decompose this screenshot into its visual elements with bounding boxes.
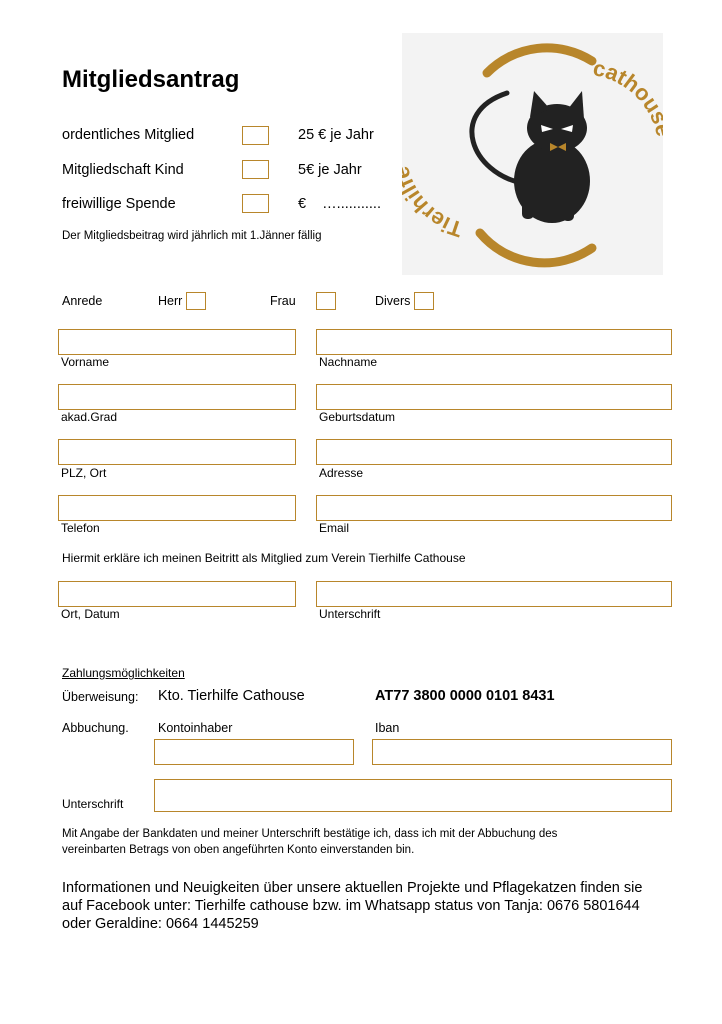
transfer-label: Überweisung:: [62, 690, 139, 704]
account-holder-field[interactable]: [154, 739, 354, 765]
iban-label: Iban: [375, 721, 400, 735]
membership-label-donation: freiwillige Spende: [62, 196, 176, 212]
info-text-line3: oder Geraldine: 0664 1445259: [62, 916, 259, 932]
checkbox-divers[interactable]: [414, 292, 434, 310]
geburtsdatum-label: Geburtsdatum: [319, 410, 396, 424]
consent-text-line1: Mit Angabe der Bankdaten und meiner Unterschrift bestätige ich, dass ich mit der Abbuchung des: [62, 828, 558, 840]
payment-signature-label: Unterschrift: [62, 797, 124, 811]
membership-price-donation: € …...........: [298, 196, 381, 212]
telefon-label: Telefon: [61, 521, 100, 535]
due-note: Der Mitgliedsbeitrag wird jährlich mit 1.Jänner fällig: [62, 230, 322, 242]
email-label: Email: [319, 521, 350, 535]
membership-label-child: Mitgliedschaft Kind: [62, 162, 184, 178]
membership-label-regular: ordentliches Mitglied: [62, 127, 195, 143]
checkbox-child-member[interactable]: [242, 160, 269, 179]
payment-heading: Zahlungsmöglichkeiten: [62, 666, 185, 680]
checkbox-frau[interactable]: [316, 292, 336, 310]
ort-datum-label: Ort, Datum: [61, 607, 120, 621]
svg-text:cathouse: catho: [590, 55, 657, 107]
salutation-divers-label: Divers: [375, 294, 411, 308]
checkbox-herr[interactable]: [186, 292, 206, 310]
nachname-field[interactable]: [316, 329, 672, 355]
cat-logo-icon: [402, 33, 663, 275]
checkbox-donation[interactable]: [242, 194, 269, 213]
membership-price-child: 5€ je Jahr: [298, 162, 362, 178]
vorname-field[interactable]: [58, 329, 296, 355]
payment-signature-field[interactable]: [154, 779, 672, 812]
adresse-field[interactable]: [316, 439, 672, 465]
iban-field[interactable]: [372, 739, 672, 765]
ort-datum-field[interactable]: [58, 581, 296, 607]
info-text-line2: auf Facebook unter: Tierhilfe cathouse bzw. im Whatsapp status von Tanja: 0676 5801644: [62, 898, 640, 914]
telefon-field[interactable]: [58, 495, 296, 521]
transfer-account: Kto. Tierhilfe Cathouse: [158, 688, 305, 704]
debit-label: Abbuchung.: [62, 721, 129, 735]
declaration-text: Hiermit erkläre ich meinen Beitritt als Mitglied zum Verein Tierhilfe Cathouse: [62, 551, 466, 565]
salutation-herr-label: Herr: [158, 294, 183, 308]
svg-text:Tierhilfe: Tierhi: [402, 185, 466, 243]
page-title: Mitgliedsantrag: [62, 66, 240, 93]
akad-grad-label: akad.Grad: [61, 410, 118, 424]
signature-label: Unterschrift: [319, 607, 381, 621]
consent-text-line2: vereinbarten Betrags von oben angeführten Konto einverstanden bin.: [62, 844, 415, 856]
info-text-line1: Informationen und Neuigkeiten über unsere aktuellen Projekte und Pflagekatzen finden sie: [62, 880, 643, 896]
salutation-label: Anrede: [62, 294, 103, 308]
signature-field[interactable]: [316, 581, 672, 607]
vorname-label: Vorname: [61, 355, 110, 369]
checkbox-regular-member[interactable]: [242, 126, 269, 145]
adresse-label: Adresse: [319, 466, 364, 480]
plz-ort-field[interactable]: [58, 439, 296, 465]
membership-price-regular: 25 € je Jahr: [298, 127, 374, 143]
logo: [402, 33, 663, 275]
iban-value: AT77 3800 0000 0101 8431: [375, 688, 555, 704]
geburtsdatum-field[interactable]: [316, 384, 672, 410]
email-field[interactable]: [316, 495, 672, 521]
nachname-label: Nachname: [319, 355, 378, 369]
salutation-frau-label: Frau: [270, 294, 296, 308]
plz-ort-label: PLZ, Ort: [61, 466, 107, 480]
account-holder-label: Kontoinhaber: [158, 721, 233, 735]
akad-grad-field[interactable]: [58, 384, 296, 410]
